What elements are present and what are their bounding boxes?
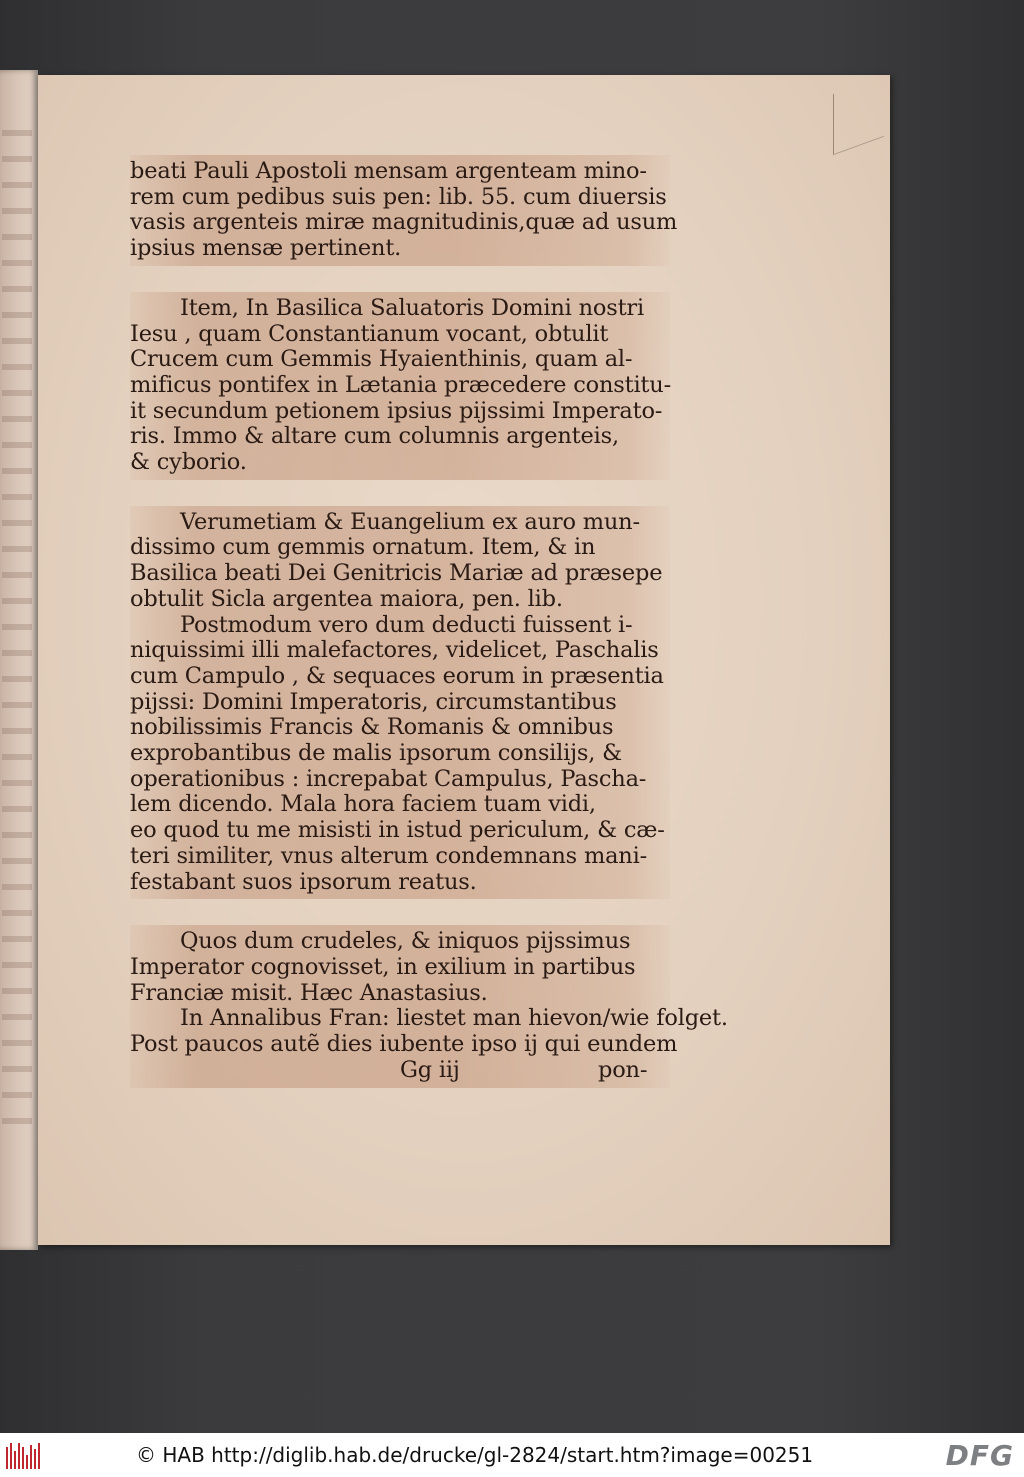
text-line: mificus pontifex in Lætania præcedere constitu- <box>130 371 671 398</box>
text-line: ipsius mensæ pertinent. <box>130 235 402 262</box>
text-line: Imperator cognovisset, in exilium in partibus <box>130 953 636 980</box>
text-line: & cyborio. <box>130 449 247 476</box>
text-line: obtulit Sicla argentea maiora, pen. lib. <box>130 585 563 612</box>
book-page <box>38 75 890 1245</box>
text-line: ris. Immo & altare cum columnis argenteis, <box>130 423 619 450</box>
page-corner-fold <box>833 76 884 156</box>
signature-line <box>130 1058 670 1084</box>
text-line: Basilica beati Dei Genitricis Mariæ ad præsepe <box>130 560 663 587</box>
catchword: pon- <box>598 1056 648 1083</box>
text-line: exprobantibus de malis ipsorum consilijs, & <box>130 740 623 767</box>
page-text <box>130 155 728 1088</box>
text-line: Post paucos autẽ dies iubente ipso ij qui eundem <box>130 1031 678 1058</box>
text-line: In Annalibus Fran: liestet man hievon/wie folget. <box>180 1005 728 1032</box>
text-line: dissimo cum gemmis ornatum. Item, & in <box>130 534 596 561</box>
signature-mark: Gg iij <box>400 1056 460 1083</box>
text-line: teri similiter, vnus alterum condemnans mani- <box>130 842 647 869</box>
text-line: it secundum petionem ipsius pijssimi Imperato- <box>130 397 663 424</box>
paragraph-1 <box>130 155 678 266</box>
text-line: festabant suos ipsorum reatus. <box>130 868 477 895</box>
previous-page-text-edge <box>2 130 32 1130</box>
text-line: pijssi: Domini Imperatoris, circumstantibus <box>130 688 617 715</box>
text-line: beati Pauli Apostoli mensam argenteam mino- <box>130 158 647 184</box>
copyright-url[interactable]: © HAB http://diglib.hab.de/drucke/gl-2824/start.htm?image=00251 <box>136 1443 814 1467</box>
text-line: vasis argenteis miræ magnitudinis,quæ ad usum <box>130 209 678 236</box>
text-line: nobilissimis Francis & Romanis & omnibus <box>130 714 614 741</box>
text-line: Postmodum vero dum deducti fuissent i- <box>180 611 633 638</box>
paragraph-2 <box>130 292 670 480</box>
text-line: Crucem cum Gemmis Hyaienthinis, quam al- <box>130 346 633 373</box>
text-line: Item, In Basilica Saluatoris Domini nostri <box>180 294 644 321</box>
text-line: cum Campulo , & sequaces eorum in præsentia <box>130 662 664 689</box>
text-line: niquissimi illi malefactores, videlicet, Paschalis <box>130 637 659 664</box>
text-line: eo quod tu me misisti in istud periculum, & cæ- <box>130 817 665 844</box>
text-line: Verumetiam & Euangelium ex auro mun- <box>180 508 640 535</box>
text-line: lem dicendo. Mala hora faciem tuam vidi, <box>130 791 596 818</box>
paragraph-3 <box>130 506 670 900</box>
text-line: rem cum pedibus suis pen: lib. 55. cum diuersis <box>130 183 667 210</box>
paragraph-4 <box>130 925 728 1087</box>
text-line: Franciæ misit. Hæc Anastasius. <box>130 979 488 1006</box>
text-line: Iesu , quam Constantianum vocant, obtulit <box>130 320 609 347</box>
text-line: Quos dum crudeles, & iniquos pijssimus <box>180 928 631 955</box>
text-line: operationibus : increpabat Campulus, Pascha- <box>130 765 647 792</box>
previous-page-edge <box>0 70 38 1250</box>
footer-bar <box>0 1433 1024 1477</box>
barcode-logo-icon <box>6 1441 46 1469</box>
dfg-logo: DFG <box>945 1439 1014 1472</box>
